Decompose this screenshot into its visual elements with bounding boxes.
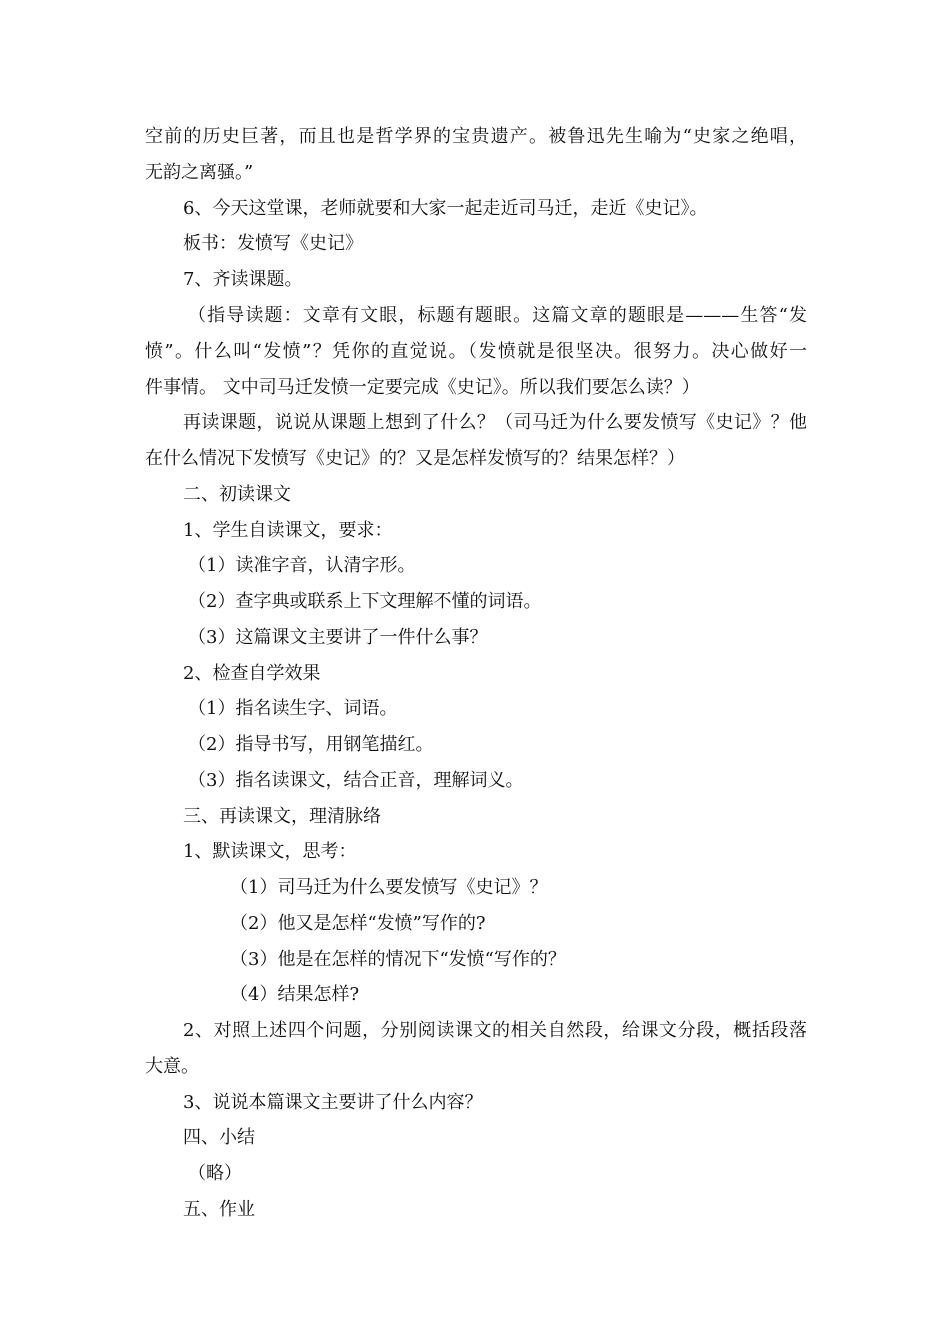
text-line: （略） [188, 1163, 242, 1184]
list-item: （3）这篇课文主要讲了一件什么事？ [188, 627, 488, 648]
list-item: （2）他又是怎样“发愤”写作的? [230, 913, 486, 934]
text-line: 大意。 [145, 1056, 199, 1077]
list-item: （2）查字典或联系上下文理解不懂的词语。 [188, 591, 542, 612]
text-line: 2、对照上述四个问题，分别阅读课文的相关自然段，给课文分段，概括段落 [183, 1020, 807, 1041]
text-line: 无韵之离骚。” [145, 162, 254, 183]
section-heading: 五、作业 [183, 1199, 255, 1220]
text-line: 1、学生自读课文，要求： [183, 520, 393, 541]
text-line: 3、说说本篇课文主要讲了什么内容？ [183, 1092, 483, 1113]
text-line: 愤”。什么叫“发愤”？凭你的直觉说。（发愤就是很坚决。很努力。决心做好一 [145, 341, 807, 362]
list-item: （3）指名读课文，结合正音，理解词义。 [188, 770, 524, 791]
section-heading: 二、初读课文 [183, 484, 291, 505]
text-line: 6、今天这堂课，老师就要和大家一起走近司马迁，走近《史记》。 [183, 198, 708, 219]
section-heading: 四、小结 [183, 1127, 255, 1148]
list-item: （1）读准字音，认清字形。 [188, 555, 416, 576]
text-line: 2、检查自学效果 [183, 663, 321, 684]
list-item: （1）司马迁为什么要发愤写《史记》？ [230, 877, 548, 898]
text-line: 件事情。 文中司马迁发愤一定要完成《史记》。所以我们要怎么读？） [145, 377, 700, 398]
list-item: （4）结果怎样? [230, 984, 360, 1005]
list-item: （2）指导书写，用钢笔描红。 [188, 734, 434, 755]
list-item: （3）他是在怎样的情况下“发愤“写作的？ [230, 949, 566, 970]
text-line: 板书：发愤写《史记》 [183, 233, 363, 254]
list-item: （1）指名读生字、词语。 [188, 698, 398, 719]
text-line: 7、齐读课题。 [183, 269, 303, 290]
section-heading: 三、再读课文，理清脉络 [183, 806, 381, 827]
text-line: 空前的历史巨著，而且也是哲学界的宝贵遗产。被鲁迅先生喻为“史家之绝唱， [145, 126, 807, 147]
text-line: 在什么情况下发愤写《史记》的？又是怎样发愤写的？结果怎样？） [145, 448, 685, 469]
text-line: （指导读题：文章有文眼，标题有题眼。这篇文章的题眼是———生答“发 [188, 305, 807, 326]
text-line: 再读课题，说说从课题上想到了什么？（司马迁为什么要发愤写《史记》？他 [183, 412, 807, 433]
text-line: 1、默读课文，思考： [183, 841, 357, 862]
